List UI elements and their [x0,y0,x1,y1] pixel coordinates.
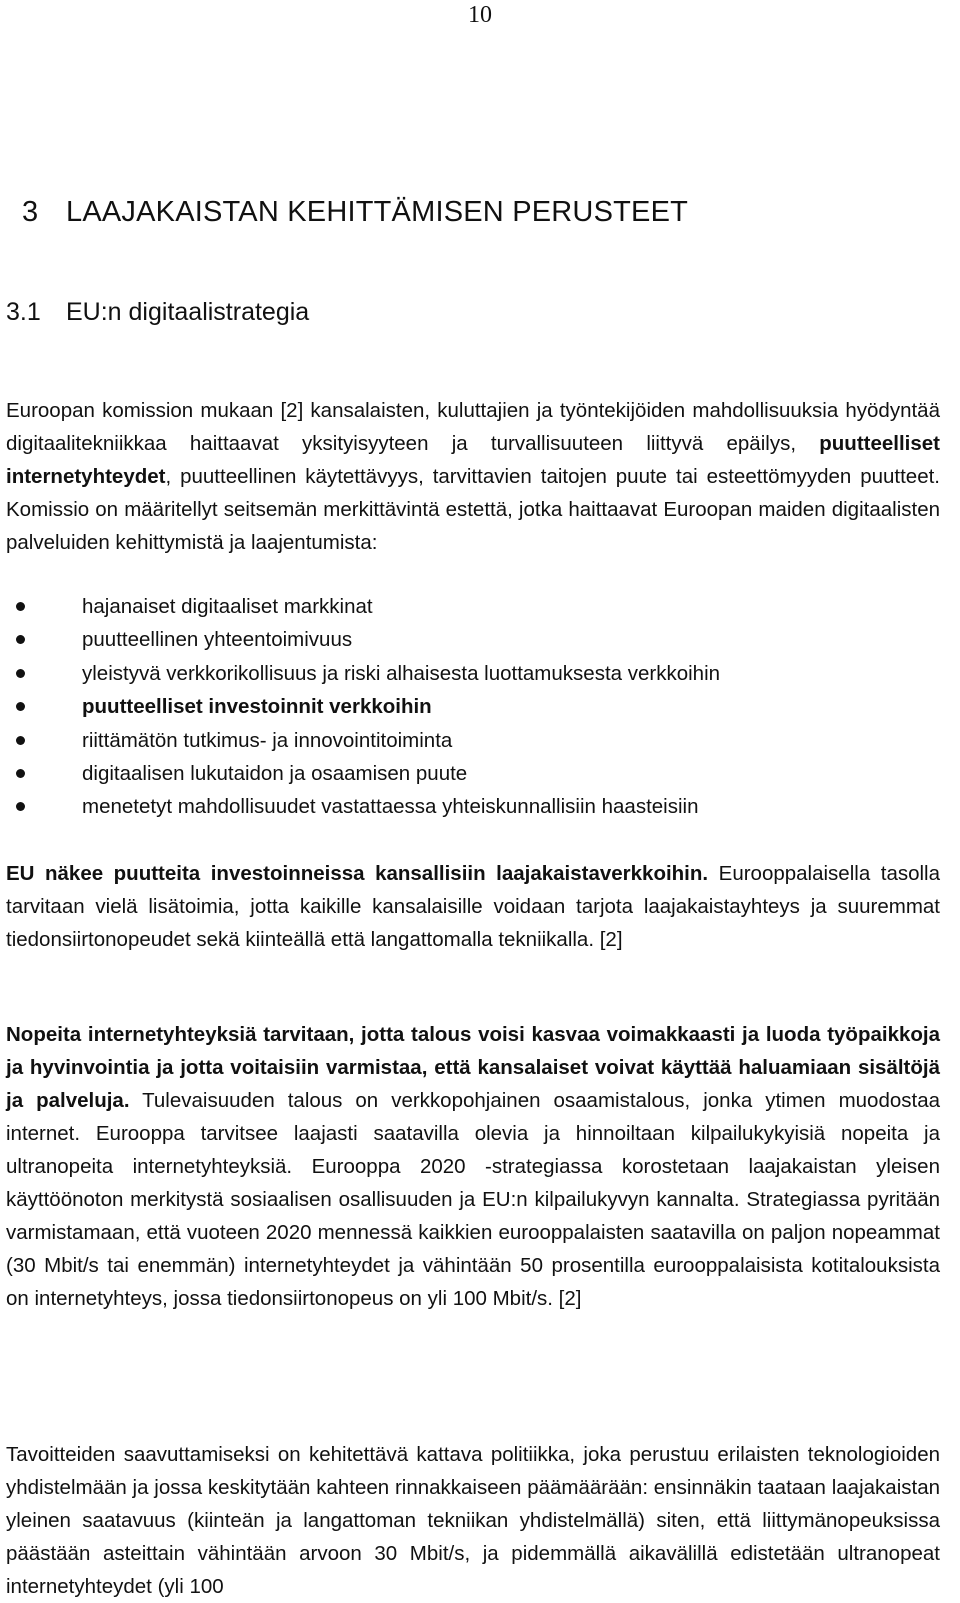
list-item-text: hajanaiset digitaaliset markkinat [82,595,373,618]
chapter-title: LAAJAKAISTAN KEHITTÄMISEN PERUSTEET [66,196,689,228]
list-item-text: yleistyvä verkkorikollisuus ja riski alhaisesta luottamuksesta verkkoihin [82,661,721,685]
list-item [6,790,940,823]
bullet-icon [16,635,25,644]
list-item-text: puutteelliset investoinnit verkkoihin [82,695,432,719]
paragraph-intro-text-2: , puutteellinen käytettävyys, tarvittavien taitojen puute tai esteettömyyden puutteet. [165,465,940,488]
paragraph-intro [6,394,940,559]
bullet-icon [16,802,25,811]
paragraph-investments-text: Eurooppalaisella tasolla tarvitaan vielä lisätoimia, jotta kaikille kansalaisille voidaan tarjota laajakaistayhteys ja suuremmat tiedonsiirtonopeudet sekä kiinteällä että langattomalla tekniikalla. [2] [6,862,941,951]
chapter-number: 3 [22,196,39,228]
list-item [6,623,940,656]
chapter-heading [22,196,688,229]
paragraph-intro-bold: puutteelliset internetyhteydet [6,432,940,488]
bullet-icon [16,702,25,711]
bullet-icon [16,602,25,611]
paragraph-investments [6,857,940,956]
paragraph-fast-connections [6,1018,940,1315]
paragraph-fast-connections-text: Tulevaisuuden talous on verkkopohjainen osaamistalous, jonka ytimen muodostaa internet. Eurooppa tarvitsee laajasti saatavilla olevia ja hinnoiltaan kilpailukykyisiä nopeita ja ultranopeita internetyhteyksiä. Eurooppa 2020 -strategiassa korostetaan laajakaistan yleisen käyttöönoton merkitystä sosiaalisen osallisuuden ja EU:n kilpailukyvyn kannalta. Strategiassa pyritään varmistamaan, että vuoteen 2020 mennessä kaikkien eurooppalaisten saatavilla on paljon nopeammat (30 Mbit/s tai enemmän) internetyhteydet ja vähintään 50 prosentilla eurooppalaisista kotitalouksista on internetyhteys, jossa tiedonsiirtonopeus on yli 100 Mbit/s. [2] [6,1089,941,1310]
section-number: 3.1 [6,298,41,326]
section-heading [6,298,309,327]
list-item [6,590,940,623]
bullet-icon [16,736,25,745]
paragraph-intro-text: Euroopan komission mukaan [2] kansalaisten, kuluttajien ja työntekijöiden mahdollisuuksia hyödyntää digitaalitekniikkaa haittaavat yksityisyyteen ja turvallisuuteen liittyvä epäilys, [6,399,940,455]
paragraph-investments-bold: EU näkee puutteita investoinneissa kansallisiin laajakaistaverkkoihin. [6,862,709,885]
paragraph-intro-text-3: Komissio on määritellyt seitsemän merkittävintä estettä, jotka haittaavat Euroopan maiden digitaalisten palveluiden kehittymistä ja laajentumista: [6,498,940,554]
paragraph-goals-text: Tavoitteiden saavuttamiseksi on kehitettävä kattava politiikka, joka perustuu erilaisten teknologioiden yhdistelmään ja jossa keskitytään kahteen rinnakkaiseen päämäärään: ensinnäkin taataan laajakaistan yleinen saatavuus (kiinteän ja langattoman tekniikan yhdistelmällä) siten, että liittymänopeuksissa päästään asteittain vähintään arvoon 30 Mbit/s, ja pidemmällä aikavälillä edistetään ultranopeat internetyhteydet (yli 100 [6,1443,940,1598]
list-item [6,690,940,723]
paragraph-goals [6,1438,940,1603]
section-title: EU:n digitaalistrategia [66,298,310,326]
bullet-icon [16,669,25,678]
list-item [6,657,940,690]
page-number: 10 [468,2,492,28]
paragraph-fast-connections-bold: Nopeita internetyhteyksiä tarvitaan, jotta talous voisi kasvaa voimakkaasti ja luoda työpaikkoja ja hyvinvointia ja jotta voitaisiin varmistaa, että kansalaiset voivat käyttää haluamiaan sisältöjä ja palveluja. [6,1023,940,1112]
list-item-text: menetetyt mahdollisuudet vastattaessa yhteiskunnallisiin haasteisiin [82,795,699,819]
obstacles-list [6,590,940,824]
list-item-text: puutteellinen yhteentoimivuus [82,628,353,652]
bullet-icon [16,769,25,778]
list-item-text: riittämätön tutkimus- ja innovointitoiminta [82,728,453,752]
list-item [6,757,940,790]
list-item-text: digitaalisen lukutaidon ja osaamisen puute [82,762,468,786]
list-item [6,724,940,757]
